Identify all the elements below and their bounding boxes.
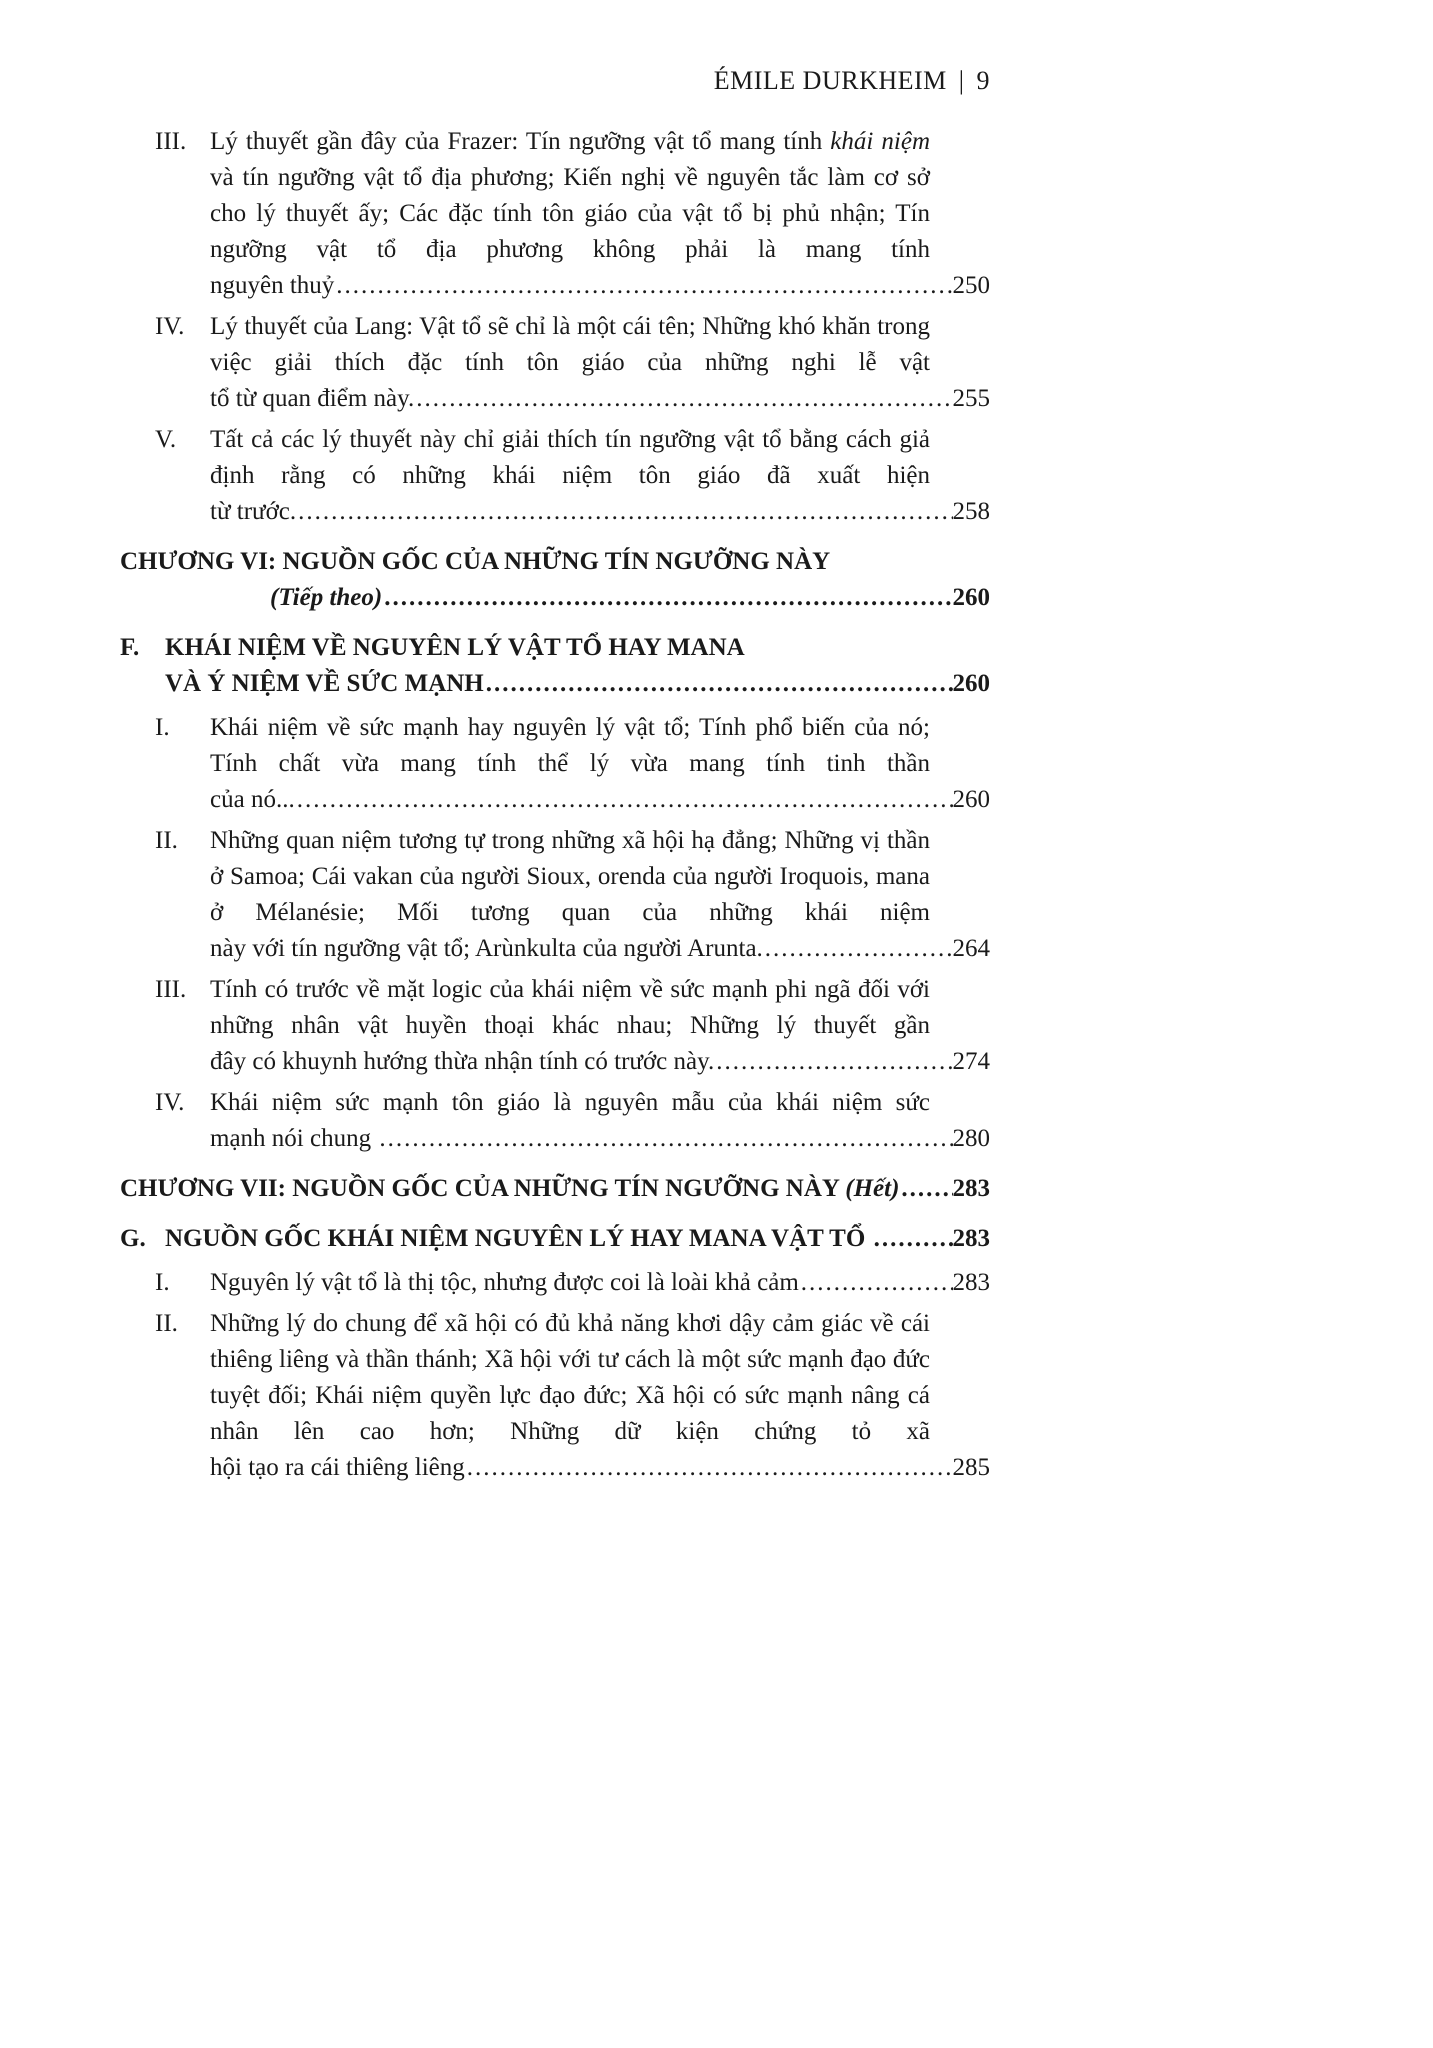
toc-entry-text [210, 1085, 930, 1121]
toc-entry-tail-text [210, 1450, 465, 1486]
toc-entry-tail-row [210, 1265, 990, 1301]
toc-entry-tail-part: VÀ Ý NIỆM VỀ SỨC MẠNH [165, 670, 484, 697]
toc-entry-label: IV. [155, 313, 185, 340]
toc-entry-text-part: KHÁI NIỆM VỀ NGUYÊN LÝ VẬT TỔ HAY MANA [165, 634, 745, 661]
toc-entry-text-part: Lý thuyết của Lang: Vật tổ sẽ chỉ là một cái tên; Những khó khăn trong việc giải thích đặc tính tôn giáo của những nghi lễ vật [210, 313, 930, 376]
dot-leader [414, 381, 952, 417]
toc-entry-label: III. [155, 976, 187, 1003]
toc-entry [120, 544, 990, 616]
dot-leader [295, 782, 953, 818]
toc-entry [120, 630, 990, 702]
toc-entry-tail-part: nguyên thuỷ [210, 272, 335, 299]
toc-entry-text [210, 823, 930, 931]
toc-entry-page: 283 [952, 1175, 990, 1202]
toc-entry-label: III. [155, 128, 187, 155]
toc-entry-tail-text [210, 931, 763, 967]
toc-entry-page: 283 [952, 1225, 990, 1252]
toc-entry-content [210, 124, 990, 304]
toc-entry-label: G. [120, 1225, 146, 1252]
toc-entry-page: 283 [952, 1269, 990, 1296]
toc-entry [120, 1171, 990, 1207]
toc-entry-tail-part: đây có khuynh hướng thừa nhận tính có trước này. [210, 1048, 715, 1075]
toc-entry-tail-part: tổ từ quan điểm này. [210, 385, 415, 412]
toc-entry-page: 274 [952, 1048, 990, 1075]
dot-leader [296, 494, 952, 530]
toc-entry-text [210, 124, 930, 268]
toc-entry-label: I. [155, 1269, 170, 1296]
toc-entry [120, 309, 990, 417]
toc-entry-tail-part: CHƯƠNG VII: NGUỒN GỐC CỦA NHỮNG TÍN NGƯỠNG NÀY [120, 1175, 846, 1202]
toc-entry-tail-part: (Hết) [845, 1175, 900, 1202]
toc-entry-text [210, 309, 930, 381]
toc-entry-tail-row [120, 1171, 990, 1207]
toc-entry-tail-row [210, 1450, 990, 1486]
toc-entry [120, 1221, 990, 1257]
dot-leader [465, 1450, 953, 1486]
toc-entry-tail-row [210, 381, 990, 417]
toc-entry-text-part: Khái niệm sức mạnh tôn giáo là nguyên mẫu của khái niệm sức [210, 1089, 930, 1116]
toc-entry-tail-row [210, 1044, 990, 1080]
toc-entry-page: 260 [952, 670, 990, 697]
header-separator-bar: | [958, 66, 965, 95]
toc-entry-page: 280 [952, 1125, 990, 1152]
toc-entry [120, 422, 990, 530]
dot-leader [799, 1265, 953, 1301]
toc-entry-text-part: khái niệm [830, 128, 931, 155]
toc-entry-tail-row [210, 782, 990, 818]
table-of-contents [120, 124, 990, 1486]
toc-entry-content [210, 1265, 990, 1301]
dot-leader [763, 931, 953, 967]
toc-entry-tail-text [210, 782, 295, 818]
toc-entry-page: 285 [952, 1454, 990, 1481]
toc-entry-text-part: Những quan niệm tương tự trong những xã hội hạ đẳng; Những vị thần ở Samoa; Cái vakan của người Sioux, orenda của người Iroquois, mana ở Mélanésie; Mối tương quan của những khái niệm [210, 827, 930, 926]
toc-entry-tail-text [165, 1221, 872, 1257]
toc-entry-text [210, 972, 930, 1044]
toc-entry [120, 823, 990, 967]
toc-entry-tail-text [210, 1121, 377, 1157]
toc-entry-label: II. [155, 827, 178, 854]
toc-entry-tail-part: này với tín ngưỡng vật tổ; Arùnkulta của người Arunta. [210, 935, 763, 962]
dot-leader [382, 580, 952, 616]
toc-entry-text [120, 544, 910, 580]
dot-leader [484, 666, 953, 702]
toc-entry-content [210, 1085, 990, 1157]
toc-entry-tail-row [165, 666, 990, 702]
toc-entry-tail-text [210, 381, 414, 417]
toc-entry-text-part: Khái niệm về sức mạnh hay nguyên lý vật tổ; Tính phổ biến của nó; Tính chất vừa mang tính thể lý vừa mang tính tinh thần [210, 714, 930, 777]
toc-entry-tail-part: NGUỒN GỐC KHÁI NIỆM NGUYÊN LÝ HAY MANA VẬT TỔ [165, 1225, 872, 1252]
toc-entry [120, 124, 990, 304]
toc-entry [120, 1085, 990, 1157]
header-author: ÉMILE DURKHEIM [713, 66, 947, 95]
toc-entry-text [210, 422, 930, 494]
toc-entry-tail-row [165, 1221, 990, 1257]
toc-entry-tail-row [210, 494, 990, 530]
toc-entry-content [210, 1306, 990, 1486]
toc-entry-label: F. [120, 634, 140, 661]
dot-leader [872, 1221, 953, 1257]
toc-entry-content [210, 710, 990, 818]
toc-entry-label: I. [155, 714, 170, 741]
toc-entry-content [210, 823, 990, 967]
toc-entry-tail-text [165, 666, 484, 702]
toc-entry-tail-row [210, 1121, 990, 1157]
toc-entry-tail-row [210, 931, 990, 967]
toc-entry-page: 255 [952, 385, 990, 412]
toc-entry-content [165, 1221, 990, 1257]
toc-entry-tail-text [210, 1044, 714, 1080]
toc-entry-text-part: Tất cả các lý thuyết này chỉ giải thích tín ngưỡng vật tổ bằng cách giả định rằng có những khái niệm tôn giáo đã xuất hiện [210, 426, 930, 489]
toc-entry-text-part: và tín ngưỡng vật tổ địa phương; Kiến nghị về nguyên tắc làm cơ sở cho lý thuyết ấy; Các đặc tính tôn giáo của vật tổ bị phủ nhận; Tín ngưỡng vật tổ địa phương không phải là mang tính [210, 164, 930, 263]
toc-entry-text-part: Lý thuyết gần đây của Frazer: Tín ngưỡng vật tổ mang tính [210, 128, 831, 155]
toc-entry-label: V. [155, 426, 177, 453]
toc-entry-content [210, 972, 990, 1080]
toc-entry-tail-text [210, 1265, 799, 1301]
toc-entry-tail-part: (Tiếp theo) [270, 584, 383, 611]
toc-entry-page: 264 [952, 935, 990, 962]
header-page-number: 9 [976, 66, 990, 95]
toc-entry-content [210, 422, 990, 530]
toc-entry-text-part: CHƯƠNG VI: NGUỒN GỐC CỦA NHỮNG TÍN NGƯỠNG NÀY [120, 548, 831, 575]
toc-entry-tail-text [120, 1171, 899, 1207]
toc-entry-tail-text [210, 494, 296, 530]
toc-entry-tail-part: hội tạo ra cái thiêng liêng [210, 1454, 465, 1481]
toc-entry-page: 260 [952, 786, 990, 813]
toc-entry [120, 710, 990, 818]
toc-entry-tail-text [270, 580, 382, 616]
toc-entry [120, 972, 990, 1080]
toc-entry-content [120, 544, 990, 616]
toc-entry-tail-part: Nguyên lý vật tổ là thị tộc, nhưng được coi là loài khả cảm [210, 1269, 799, 1296]
dot-leader [899, 1171, 952, 1207]
toc-entry-text-part: Những lý do chung để xã hội có đủ khả năng khơi dậy cảm giác về cái thiêng liêng và thần thánh; Xã hội với tư cách là một sức mạnh đạo đức tuyệt đối; Khái niệm quyền lực đạo đức; Xã hội có sức mạnh nâng cá nhân lên cao hơn; Những dữ kiện chứng tỏ xã [210, 1310, 930, 1445]
toc-entry-tail-part: từ trước. [210, 498, 297, 525]
toc-entry-text [210, 1306, 930, 1450]
toc-entry-tail-part: của nó... [210, 786, 295, 813]
toc-entry [120, 1306, 990, 1486]
toc-entry-tail-row [210, 268, 990, 304]
toc-entry-label: IV. [155, 1089, 185, 1116]
page-header [120, 64, 990, 98]
toc-entry-content [210, 309, 990, 417]
toc-entry-text [210, 710, 930, 782]
toc-entry-tail-row [270, 580, 990, 616]
toc-entry-page: 260 [952, 584, 990, 611]
toc-entry-page: 258 [952, 498, 990, 525]
toc-entry-page: 250 [952, 272, 990, 299]
toc-entry-tail-text [210, 268, 334, 304]
dot-leader [377, 1121, 952, 1157]
toc-entry-text [165, 630, 910, 666]
toc-entry [120, 1265, 990, 1301]
toc-entry-content [165, 630, 990, 702]
toc-entry-content [120, 1171, 990, 1207]
toc-entry-label: II. [155, 1310, 178, 1337]
toc-entry-text-part: Tính có trước về mặt logic của khái niệm về sức mạnh phi ngã đối với những nhân vật huyền thoại khác nhau; Những lý thuyết gần [210, 976, 930, 1039]
toc-entry-tail-part: mạnh nói chung [210, 1125, 378, 1152]
dot-leader [334, 268, 952, 304]
dot-leader [714, 1044, 952, 1080]
